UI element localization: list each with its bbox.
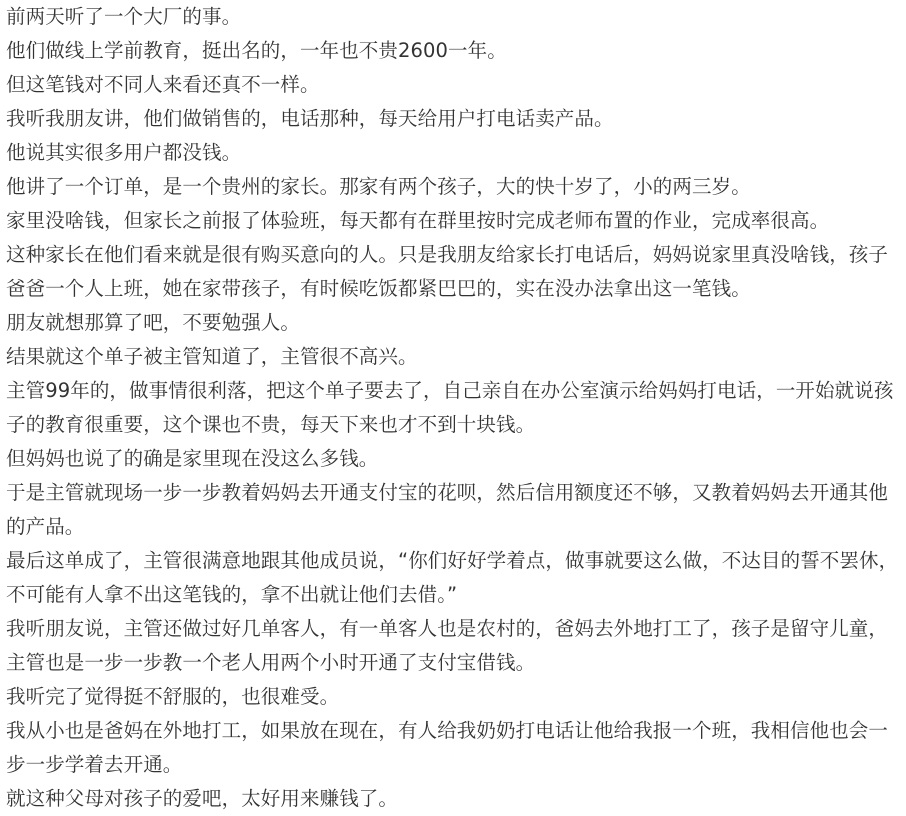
paragraph: 家里没啥钱，但家长之前报了体验班，每天都有在群里按时完成老师布置的作业，完成率很高。 [6,209,830,232]
paragraph: 他说其实很多用户都没钱。 [6,141,242,164]
paragraph: 但妈妈也说了的确是家里现在没这么多钱。 [6,447,379,470]
paragraph: 于是主管就现场一步一步教着妈妈去开通支付宝的花呗，然后信用额度还不够，又教着妈妈去开通其他的产品。 [6,481,889,538]
paragraph: 这种家长在他们看来就是很有购买意向的人。只是我朋友给家长打电话后，妈妈说家里真没啥钱，孩子爸爸一个人上班，她在家带孩子，有时候吃饭都紧巴巴的，实在没办法拿出这一笔钱。 [6,243,889,300]
paragraph: 最后这单成了，主管很满意地跟其他成员说，“你们好好学着点，做事就要这么做，不达目的誓不罢休，不可能有人拿不出这笔钱的，拿不出就让他们去借。” [6,549,899,606]
paragraph: 前两天听了一个大厂的事。 [6,5,242,28]
paragraph: 主管99年的，做事情很利落，把这个单子要去了，自己亲自在办公室演示给妈妈打电话，一开始就说孩子的教育很重要，这个课也不贵，每天下来也才不到十块钱。 [6,379,894,436]
paragraph: 但这笔钱对不同人来看还真不一样。 [6,73,320,96]
paragraph: 他们做线上学前教育，挺出名的，一年也不贵2600一年。 [6,39,507,62]
paragraph: 我听我朋友讲，他们做销售的，电话那种，每天给用户打电话卖产品。 [6,107,614,130]
paragraph: 朋友就想那算了吧，不要勉强人。 [6,311,301,334]
paragraph: 就这种父母对孩子的爱吧，太好用来赚钱了。 [6,787,399,810]
paragraph: 我听朋友说，主管还做过好几单客人，有一单客人也是农村的，爸妈去外地打工了，孩子是留守儿童，主管也是一步一步教一个老人用两个小时开通了支付宝借钱。 [6,617,889,674]
paragraph: 结果就这个单子被主管知道了，主管很不高兴。 [6,345,418,368]
paragraph: 他讲了一个订单，是一个贵州的家长。那家有两个孩子，大的快十岁了，小的两三岁。 [6,175,751,198]
paragraph: 我从小也是爸妈在外地打工，如果放在现在，有人给我奶奶打电话让他给我报一个班，我相信他也会一步一步学着去开通。 [6,719,889,776]
paragraph: 我听完了觉得挺不舒服的，也很难受。 [6,685,340,708]
